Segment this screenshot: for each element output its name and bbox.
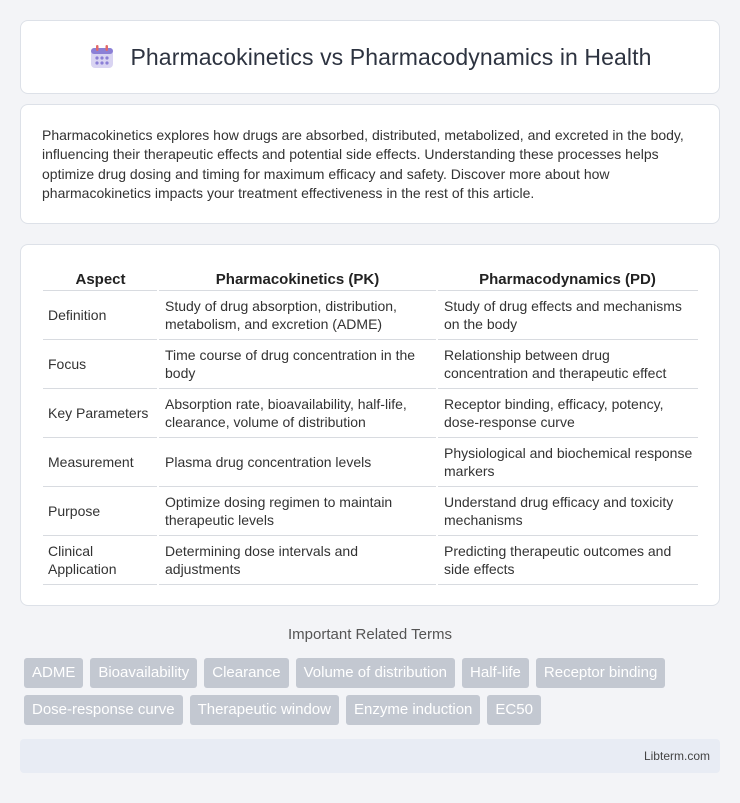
related-terms-title: Important Related Terms [288, 626, 452, 643]
footer-brand-link[interactable]: Libterm.com [643, 749, 710, 763]
row-pd: Understand drug efficacy and toxicity mechanisms [437, 486, 698, 535]
title-wrap [88, 43, 651, 71]
row-pd: Physiological and biochemical response markers [437, 437, 698, 486]
row-pk: Study of drug absorption, distribution, metabolism, and excretion (ADME) [158, 290, 437, 339]
tag-receptor-binding[interactable]: Receptor binding [536, 658, 665, 688]
calendar-icon [88, 43, 116, 71]
table-row [43, 535, 698, 584]
row-aspect: Key Parameters [43, 388, 158, 437]
row-aspect: Focus [43, 339, 158, 388]
tag-half-life[interactable]: Half-life [462, 658, 529, 688]
table-row [43, 437, 698, 486]
comparison-table-card [20, 244, 720, 606]
tag-enzyme-induction[interactable]: Enzyme induction [346, 695, 480, 725]
table-header-row [43, 265, 698, 290]
tag-bioavailability[interactable]: Bioavailability [90, 658, 197, 688]
footer-bar [20, 739, 720, 773]
row-aspect: Definition [43, 290, 158, 339]
page-title: Pharmacokinetics vs Pharmacodynamics in Health [130, 43, 652, 70]
row-pd: Receptor binding, efficacy, potency, dose-response curve [437, 388, 698, 437]
tag-adme[interactable]: ADME [24, 658, 83, 688]
tag-volume-of-distribution[interactable]: Volume of distribution [296, 658, 455, 688]
tag-dose-response-curve[interactable]: Dose-response curve [24, 695, 183, 725]
row-pd: Predicting therapeutic outcomes and side effects [437, 535, 698, 584]
header-pk: Pharmacokinetics (PK) [158, 265, 437, 290]
header-aspect: Aspect [43, 265, 158, 290]
header-pd: Pharmacodynamics (PD) [437, 265, 698, 290]
table-row [43, 339, 698, 388]
row-pk: Time course of drug concentration in the body [158, 339, 437, 388]
table-row [43, 388, 698, 437]
header-card [20, 20, 720, 94]
intro-text: Pharmacokinetics explores how drugs are absorbed, distributed, metabolized, and excreted in the body, influencing their therapeutic effects and potential side effects. Understanding these processes helps optimize drug dosing and timing for maximum efficacy and safety. Discover more about how pharmacokinetics impacts your treatment effectiveness in the rest of this article. [42, 127, 684, 201]
table-row [43, 486, 698, 535]
tag-therapeutic-window[interactable]: Therapeutic window [190, 695, 339, 725]
table-row [43, 290, 698, 339]
row-pk: Absorption rate, bioavailability, half-life, clearance, volume of distribution [158, 388, 437, 437]
row-aspect: Clinical Application [43, 535, 158, 584]
comparison-table [43, 265, 698, 585]
row-aspect: Measurement [43, 437, 158, 486]
tag-ec50[interactable]: EC50 [487, 695, 541, 725]
row-pd: Relationship between drug concentration and therapeutic effect [437, 339, 698, 388]
tag-clearance[interactable]: Clearance [204, 658, 288, 688]
row-pk: Determining dose intervals and adjustments [158, 535, 437, 584]
intro-card [20, 104, 720, 224]
row-pk: Optimize dosing regimen to maintain therapeutic levels [158, 486, 437, 535]
row-pd: Study of drug effects and mechanisms on the body [437, 290, 698, 339]
row-pk: Plasma drug concentration levels [158, 437, 437, 486]
row-aspect: Purpose [43, 486, 158, 535]
related-tags [24, 658, 724, 725]
